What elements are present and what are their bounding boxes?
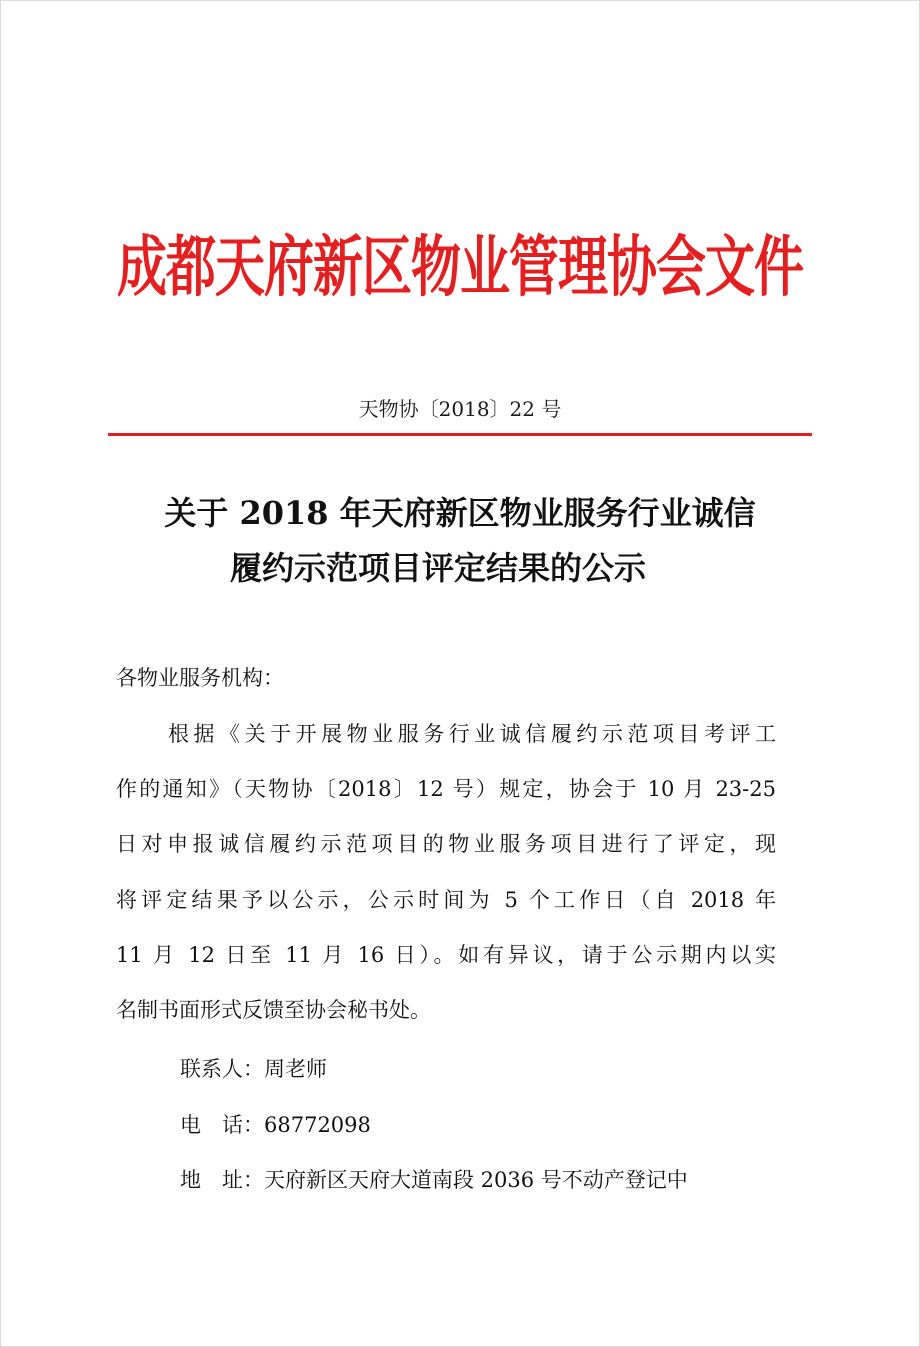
body-paragraph-line: 日对申报诚信履约示范项目的物业服务项目进行了评定，现 <box>116 832 776 856</box>
document-header-title: 成都天府新区物业管理协会文件 <box>117 228 803 306</box>
contact-person: 联系人：周老师 <box>180 1057 327 1081</box>
subject-line-1: 关于 2018 年天府新区物业服务行业诚信 <box>164 494 756 532</box>
contact-phone: 电 话：68772098 <box>180 1113 371 1137</box>
body-paragraph-line: 名制书面形式反馈至协会秘书处。 <box>116 998 431 1022</box>
subject-line-2: 履约示范项目评定结果的公示 <box>229 549 646 587</box>
body-paragraph-line: 作的通知》（天物协〔2018〕12 号）规定，协会于 10 月 23-25 <box>116 777 776 801</box>
body-paragraph-line: 将评定结果予以公示，公示时间为 5 个工作日（自 2018 年 <box>116 888 776 912</box>
salutation: 各物业服务机构： <box>116 666 284 690</box>
header-divider <box>108 433 812 436</box>
contact-address: 地 址：天府新区天府大道南段 2036 号不动产登记中 <box>180 1168 688 1192</box>
body-paragraph-line: 根据《关于开展物业服务行业诚信履约示范项目考评工 <box>168 722 776 746</box>
document-number: 天物协〔2018〕22 号 <box>358 397 562 421</box>
body-paragraph-line: 11 月 12 日至 11 月 16 日）。如有异议，请于公示期内以实 <box>116 943 776 967</box>
